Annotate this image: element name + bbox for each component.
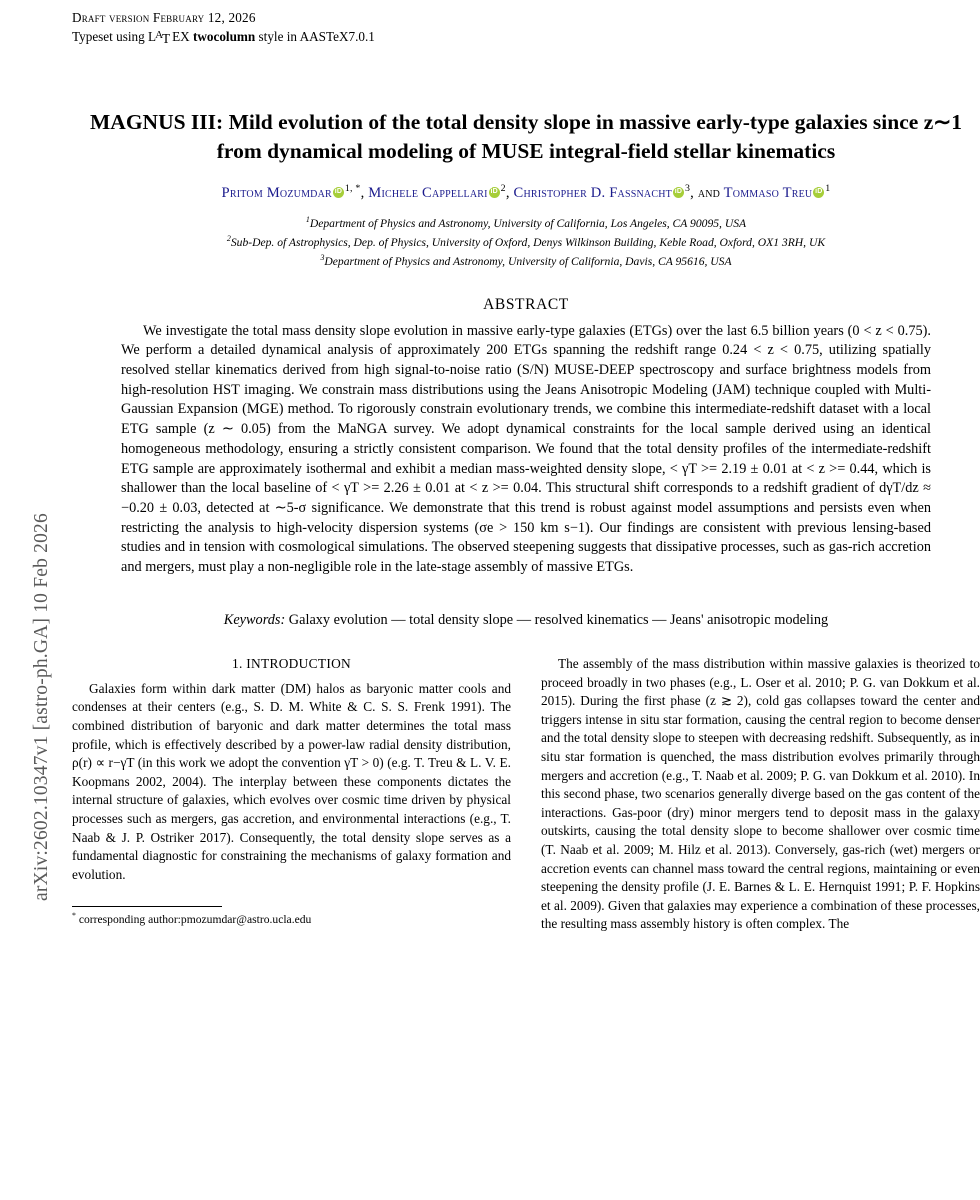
- author-entry: [724, 185, 831, 201]
- author-affil-marker: 2: [500, 183, 506, 195]
- author-name: Tommaso Treu: [723, 185, 813, 202]
- intro-paragraph-left: Galaxies form within dark matter (DM) halos as baryonic matter cools and condenses at their centers (e.g., S. D. M. White & C. S. S. Frenk 1991). The combined distribution of baryonic and dark matter determines the total mass profile, which is effectively described by a power-law radial density distribution, ρ(r) ∝ r−γT (in this work we adopt the convention γT > 0) (e.g. T. Treu & L. V. E. Koopmans 2002, 2004). The interplay between these components dictates the internal structure of galaxies, which evolves over cosmic time driven by physical processes such as mergers, gas accretion, and environmental interactions (e.g., T. Naab & J. P. Ostriker 2017). Consequently, the total density slope serves as a fundamental diagnostic for constraining the mechanisms of galaxy formation and evolution.: [72, 680, 511, 882]
- author-name: Pritom Mozumdar: [221, 185, 332, 202]
- affiliation-marker: 1: [305, 215, 310, 225]
- keywords-text: Galaxy evolution — total density slope — resolved kinematics — Jeans' anisotropic modeling: [288, 611, 829, 628]
- affiliation-item: [72, 215, 980, 234]
- keywords-line: [121, 612, 931, 629]
- affiliation-text: Sub-Dep. of Astrophysics, Dep. of Physics, University of Oxford, Denys Wilkinson Building, Keble Road, Oxford, OX1 3RH, UK: [230, 236, 826, 249]
- latex-logo: [156, 29, 190, 44]
- footnote-text: [72, 912, 511, 928]
- intro-paragraph-right: The assembly of the mass distribution within massive galaxies is theorized to proceed broadly in two phases (e.g., L. Oser et al. 2010; P. G. van Dokkum et al. 2015). During the first phase (z ≳ 2), cold gas collapses toward the center and triggers intense in situ star formation, causing the central region to become denser and the total density slope to steepen with decreasing redshift. Subsequently, as in situ star formation is quenched, the mass distribution evolves primarily through mergers and accretion (e.g., T. Naab et al. 2009; P. G. van Dokkum et al. 2010). In this second phase, two scenarios generally diverge based on the gas content of the interactions. Gas-poor (dry) minor mergers tend to deposit mass in the galaxy outskirts, causing the total density slope to become shallower over cosmic time (T. Naab et al. 2009; M. Hilz et al. 2013). Conversely, gas-rich (wet) mergers or accretion events can channel mass toward the central regions, maintaining or even steepening the density profile (J. E. Barnes & L. E. Hernquist 1991; P. F. Hopkins et al. 2009). Given that galaxies may experience a combination of these processes, the resulting mass assembly history is often complex. The: [541, 655, 980, 932]
- paper-content: [72, 0, 980, 1200]
- abstract-heading: ABSTRACT: [483, 295, 569, 313]
- affiliation-text: Department of Physics and Astronomy, University of California, Los Angeles, CA 90095, USA: [309, 217, 747, 231]
- draft-version-line: Draft version February 12, 2026: [72, 10, 256, 25]
- orcid-icon[interactable]: [333, 187, 344, 198]
- page-title: MAGNUS III: Mild evolution of the total density slope in massive early-type galaxies since z∼1 from dynamical modeling of MUSE integral-field stellar kinematics: [90, 110, 962, 163]
- manuscript-header: [72, 9, 980, 46]
- footnote-marker: *: [72, 911, 76, 921]
- author-entry: [368, 185, 506, 201]
- orcid-icon[interactable]: [489, 187, 500, 198]
- arxiv-identifier-stamp: arXiv:2602.10347v1 [astro-ph.GA] 10 Feb 2026: [31, 513, 52, 901]
- author-entry: [514, 185, 691, 201]
- latex-ex: EX: [172, 28, 190, 44]
- affiliation-item: [72, 253, 980, 272]
- section-title: INTRODUCTION: [246, 655, 352, 671]
- keywords-label: Keywords:: [223, 611, 286, 628]
- author-list: Pritom Mozumdar iD $^{1, *}$, Michele Cappellari iD $^2$, Christopher D. Fassnacht iD $^3$, and Tommaso Treu iD $^1$: [72, 185, 980, 202]
- author-affil-marker: 3: [684, 183, 691, 195]
- abstract-body: [121, 322, 931, 578]
- abstract-paragraph: We investigate the total mass density slope evolution in massive early-type galaxies (ETGs) over the last 6.5 billion years (0 < z < 0.75). We perform a detailed dynamical analysis of approximately 200 ETGs spanning the redshift range 0.24 < z < 0.75, utilizing spatially resolved stellar kinematics derived from high signal-to-noise ratio (S/N) MUSE-DEEP spectroscopy and surface brightness models from high-resolution HST imaging. We constrain mass distributions using the Jeans Anisotropic Modeling (JAM) technique coupled with Multi-Gaussian Expansion (MGE) method. To rigorously constrain evolutionary trends, we combine this intermediate-redshift dataset with a local ETG sample (z ∼ 0.05) from the MaNGA survey. We adopt dynamical constraints for the local sample derived using an identical homogeneous methodology, ensuring a strictly consistent comparison. We found that the total density profiles of the intermediate-redshift ETG sample are approximately isothermal and exhibit a median mass-weighted density slope, < γT >= 2.19 ± 0.01 at < z >= 0.44, which is shallower than the local baseline of < γT >= 2.26 ± 0.01 at < z >= 0.04. This structural shift corresponds to a redshift gradient of dγT/dz ≈ −0.20 ± 0.03, detected at ∼5-σ significance. We demonstrate that this trend is robust against model assumptions and persists even when restricting the analysis to high-velocity dispersion systems (σe > 150 km s−1). Our findings are consistent with previous lensing-based studies and in tension with cosmological simulations. The observed steepening suggests that dissipative processes, such as gas-rich accretion and mergers, must play a non-negligible role in the late-stage assembly of massive ETGs.: [121, 322, 931, 576]
- typeset-line: [72, 28, 980, 47]
- affiliation-marker: 3: [320, 252, 325, 262]
- affiliation-item: [72, 234, 980, 253]
- affiliation-marker: 2: [226, 234, 231, 244]
- author-affil-marker: 1: [825, 183, 831, 195]
- column-right: [541, 655, 980, 934]
- footnote-content: corresponding author:pmozumdar@astro.ucla.edu: [78, 913, 312, 927]
- affiliation-text: Department of Physics and Astronomy, University of California, Davis, CA 95616, USA: [324, 254, 732, 268]
- affiliation-list: [72, 215, 980, 271]
- author-conjunction: and: [697, 185, 721, 202]
- typeset-suffix: style in AASTeX7.0.1: [258, 28, 375, 44]
- latex-a: A: [155, 28, 164, 41]
- section-number: 1.: [231, 655, 243, 671]
- author-name: Christopher D. Fassnacht: [513, 185, 672, 202]
- orcid-icon[interactable]: [673, 187, 684, 198]
- footnote-block: [72, 906, 511, 928]
- author-entry: [222, 185, 361, 201]
- body-columns: [72, 655, 980, 934]
- author-affil-marker: 1, *: [344, 183, 361, 195]
- footnote-divider: [72, 906, 222, 907]
- column-left: [72, 655, 511, 934]
- orcid-icon[interactable]: [813, 187, 824, 198]
- author-name: Michele Cappellari: [368, 185, 488, 202]
- section-heading: [72, 655, 511, 674]
- latex-t: T: [162, 30, 171, 46]
- typeset-style: twocolumn: [192, 28, 256, 44]
- typeset-prefix: Typeset using L: [72, 28, 157, 44]
